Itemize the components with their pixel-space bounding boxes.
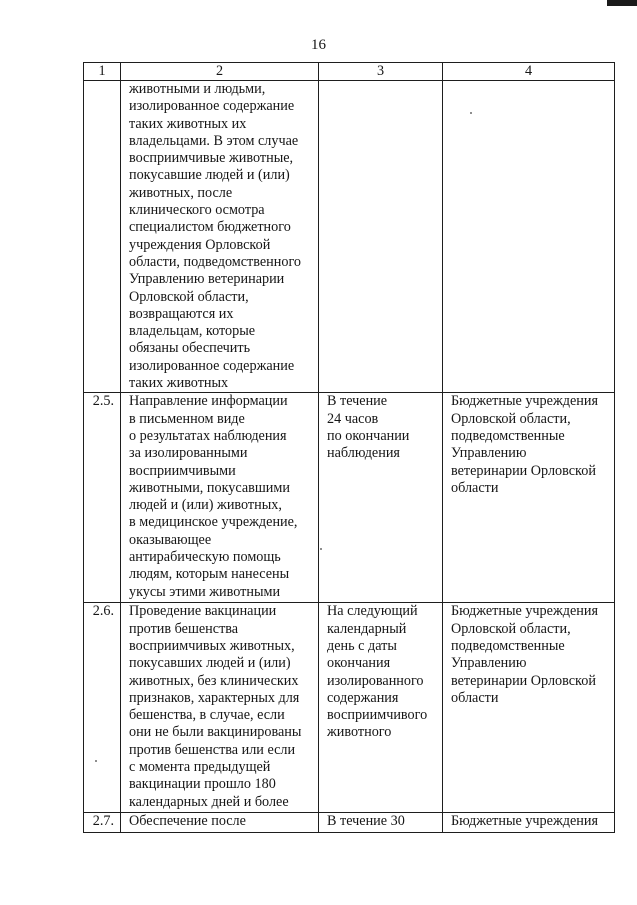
action-cell — [121, 603, 319, 813]
action-cell — [121, 813, 319, 833]
action-line: против бешенства или если — [129, 741, 296, 758]
action-line: восприимчивыми — [129, 462, 236, 479]
action-line: учреждения Орловской — [129, 236, 271, 253]
action-line: с момента предыдущей — [129, 759, 271, 776]
action-line: владельцам, которые — [129, 323, 256, 340]
action-line: людей и (или) животных, — [129, 497, 282, 514]
action-line: укусы этими животными — [129, 583, 281, 600]
action-line: животными, покусавшими — [129, 479, 290, 496]
action-line: Управлению ветеринарии — [129, 271, 285, 288]
term-line: 24 часов — [327, 410, 379, 427]
row-number: 2.5. — [84, 393, 121, 603]
action-line: Орловской области, — [129, 288, 249, 305]
action-line: животных, после — [129, 184, 233, 201]
term-line: календарный — [327, 620, 407, 637]
term-line: животного — [327, 724, 392, 741]
action-line: изолированное содержание — [129, 357, 295, 374]
action-line: вакцинации прошло 180 — [129, 776, 276, 793]
action-line: людям, которым нанесены — [129, 566, 290, 583]
responsible-cell — [443, 393, 615, 603]
action-line: антирабическую помощь — [129, 549, 281, 566]
row-number — [84, 81, 121, 393]
responsible-line: Управлению — [451, 655, 527, 672]
table-header-row — [84, 63, 615, 81]
action-line: Направление информации — [129, 393, 288, 410]
row-number: 2.7. — [84, 813, 121, 833]
term-cell — [319, 813, 443, 833]
action-line: за изолированными — [129, 445, 248, 462]
responsible-line: Орловской области, — [451, 620, 571, 637]
action-line: бешенства, в случае, если — [129, 707, 285, 724]
action-line: животных, без клинических — [129, 672, 299, 689]
term-line: содержания — [327, 689, 399, 706]
action-line: покусавшие людей и (или) — [129, 167, 290, 184]
term-line: по окончании — [327, 427, 410, 444]
action-line: в письменном виде — [129, 410, 245, 427]
action-line: области, подведомственного — [129, 253, 302, 270]
term-line: В течение 30 — [327, 813, 405, 830]
responsible-line: Управлению — [451, 445, 527, 462]
responsible-cell — [443, 81, 615, 393]
action-line: Обеспечение после — [129, 813, 246, 830]
action-cell — [121, 393, 319, 603]
responsible-cell — [443, 603, 615, 813]
action-line: возвращаются их — [129, 305, 234, 322]
action-line: животными и людьми, — [129, 81, 266, 97]
action-line: владельцами. В этом случае — [129, 132, 299, 149]
responsible-line: Орловской области, — [451, 410, 571, 427]
term-cell — [319, 603, 443, 813]
responsible-line: подведомственные — [451, 427, 565, 444]
responsible-line: области — [451, 689, 499, 706]
action-line: восприимчивых животных, — [129, 637, 295, 654]
term-line: день с даты — [327, 637, 397, 654]
responsible-line: области — [451, 479, 499, 496]
action-line: обязаны обеспечить — [129, 340, 251, 357]
page-number: 16 — [311, 37, 326, 53]
term-line: В течение — [327, 393, 388, 410]
action-line: против бешенства — [129, 620, 239, 637]
action-line: Проведение вакцинации — [129, 603, 277, 620]
action-line: они не были вакцинированы — [129, 724, 302, 741]
responsible-line: ветеринарии Орловской — [451, 462, 596, 479]
term-cell — [319, 393, 443, 603]
action-cell — [121, 81, 319, 393]
term-line: окончания — [327, 655, 391, 672]
header-col-1: 1 — [84, 63, 121, 81]
action-line: клинического осмотра — [129, 202, 265, 219]
action-line: таких животных — [129, 375, 229, 392]
responsible-line: Бюджетные учреждения — [451, 813, 598, 830]
term-line: На следующий — [327, 603, 418, 620]
responsible-cell — [443, 813, 615, 833]
header-col-4: 4 — [443, 63, 615, 81]
responsible-line: ветеринарии Орловской — [451, 672, 596, 689]
action-line: специалистом бюджетного — [129, 219, 291, 236]
action-line: таких животных их — [129, 115, 247, 132]
scan-speck — [95, 760, 97, 762]
action-line: в медицинское учреждение, — [129, 514, 298, 531]
action-line: восприимчивые животные, — [129, 150, 294, 167]
term-line: наблюдения — [327, 445, 400, 462]
action-line: о результатах наблюдения — [129, 427, 287, 444]
header-col-3: 3 — [319, 63, 443, 81]
action-line: оказывающее — [129, 531, 212, 548]
table-row — [84, 81, 615, 393]
term-line: изолированного — [327, 672, 424, 689]
action-line: календарных дней и более — [129, 793, 289, 810]
table-row — [84, 603, 615, 813]
document-table — [83, 62, 615, 833]
term-cell — [319, 81, 443, 393]
scan-speck — [470, 112, 472, 114]
action-line: покусавших людей и (или) — [129, 655, 291, 672]
action-line: признаков, характерных для — [129, 689, 300, 706]
scan-speck — [320, 548, 322, 550]
responsible-line: Бюджетные учреждения — [451, 393, 598, 410]
table-row — [84, 393, 615, 603]
action-line: изолированное содержание — [129, 98, 295, 115]
term-line: восприимчивого — [327, 707, 428, 724]
header-col-2: 2 — [121, 63, 319, 81]
corner-scan-mark — [607, 0, 637, 6]
row-number: 2.6. — [84, 603, 121, 813]
responsible-line: Бюджетные учреждения — [451, 603, 598, 620]
table-row — [84, 813, 615, 833]
responsible-line: подведомственные — [451, 637, 565, 654]
